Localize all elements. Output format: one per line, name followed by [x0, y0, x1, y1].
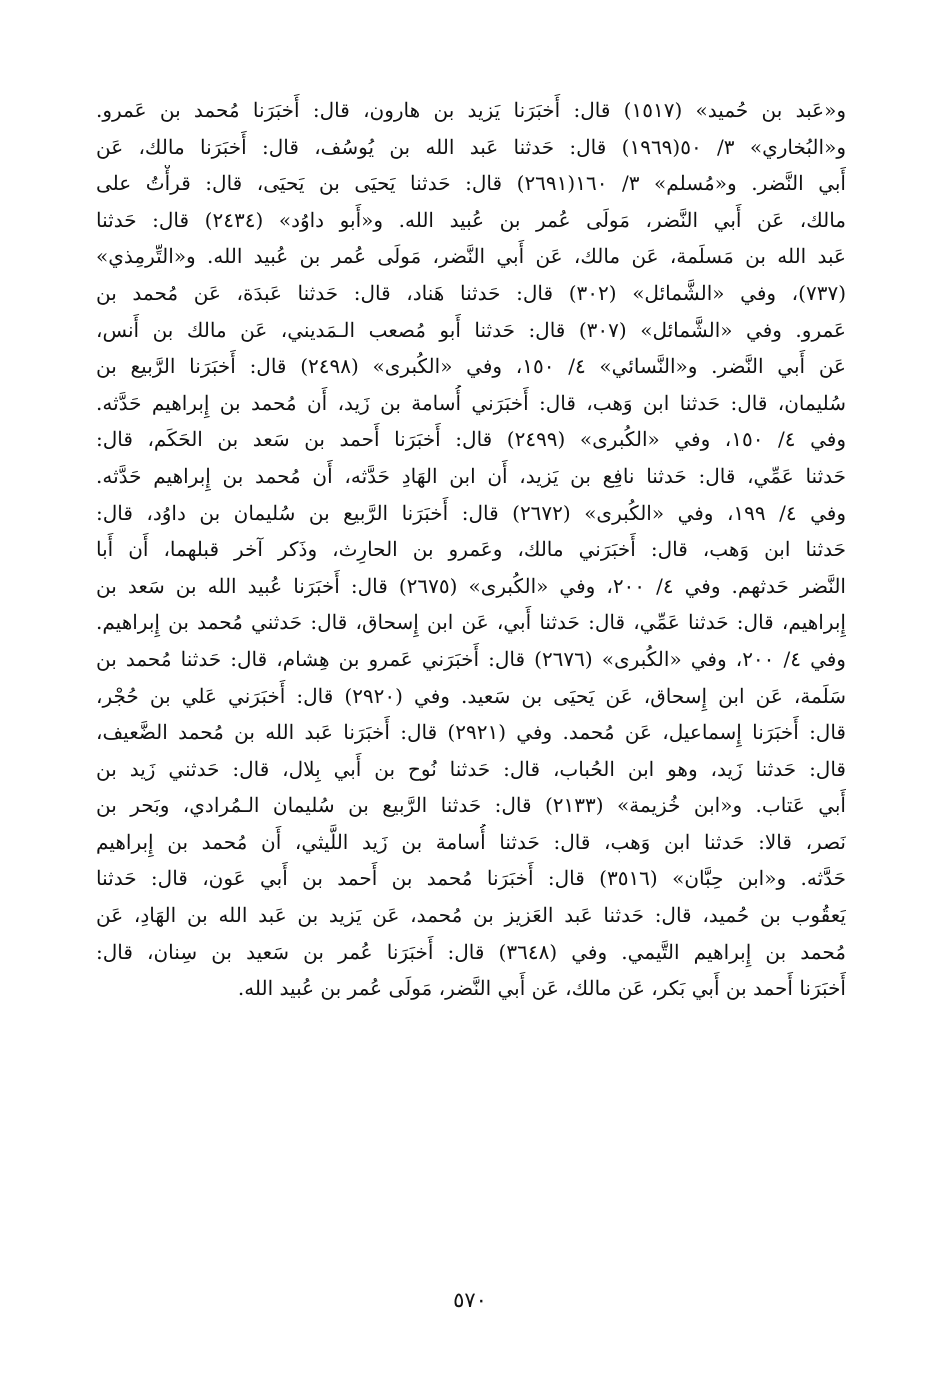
- text-line: قال: حَدثنا زَيد، وهو ابن الحُباب، قال: حَدثنا نُوح بن أَبي بِلال، قال: حَدثني زَيد بن: [96, 756, 846, 781]
- text-line: مالك، عَن أَبي النَّضر، مَولَى عُمر بن عُبيد الله. و«أَبو داوُد» (٢٤٣٤) قال: حَدثنا: [96, 207, 846, 232]
- text-line: مُحمد بن إِبراهيم التَّيمي. وفي (٣٦٤٨) قال: أَخبَرَنا عُمر بن سَعيد بن سِنان، قال:: [96, 939, 846, 964]
- text-line: سَلَمة، عَن ابن إِسحاق، عَن يَحيَى بن سَعيد. وفي (٢٩٢٠) قال: أَخبَرَني عَلي بن حُجْر،: [96, 683, 846, 708]
- text-line: عَن أَبي النَّضر. و«النَّسائي» ٤/ ١٥٠، وفي «الكُبرى» (٢٤٩٨) قال: أَخبَرَنا الرَّبيع بن: [96, 354, 846, 379]
- text-line: النَّضر حَدثهم. وفي ٤/ ٢٠٠، وفي «الكُبرى» (٢٦٧٥) قال: أَخبَرَنا عُبيد الله بن سَعد بن: [96, 573, 846, 598]
- text-line: (٧٣٧)، وفي «الشَّمائل» (٣٠٢) قال: حَدثنا هَناد، قال: حَدثنا عَبدَة، عَن مُحمد بن: [96, 280, 846, 305]
- text-line-last: أَخبَرَنا أَحمد بن أَبي بَكر، عَن مالك، عَن أَبي النَّضر، مَولَى عُمر بن عُبيد الله.: [237, 976, 846, 1001]
- text-line: أَبي النَّضر. و«مُسلم» ٣/ ١٦٠(٢٦٩١) قال: حَدثنا يَحيَى بن يَحيَى، قال: قرأْتُ على: [96, 171, 846, 196]
- text-line: إِبراهيم، قال: حَدثنا عَمِّي، قال: حَدثنا أَبي، عَن ابن إِسحاق، قال: حَدثني مُحمد بن إِبراهيم.: [96, 610, 846, 635]
- text-line: و«البُخاري» ٣/ ٥٠(١٩٦٩) قال: حَدثنا عَبد الله بن يُوسُف، قال: أَخبَرَنا مالك، عَن: [96, 134, 846, 159]
- text-line: و«عَبد بن حُميد» (١٥١٧) قال: أَخبَرَنا يَزيد بن هارون، قال: أَخبَرَنا مُحمد بن عَمرو.: [96, 98, 846, 122]
- text-line: نَصر، قالا: حَدثنا ابن وَهب، قال: حَدثنا أُسامة بن زَيد اللَّيثي، أَن مُحمد بن إِبراهيم: [96, 829, 846, 854]
- text-line: يَعقُوب بن حُميد، قال: حَدثنا عَبد العَزيز بن مُحمد، عَن يَزيد بن عَبد الله بن الهَادِ، عَن: [96, 903, 846, 928]
- text-line: وفي ٤/ ١٥٠، وفي «الكُبرى» (٢٤٩٩) قال: أَخبَرَنا أَحمد بن سَعد بن الحَكَم، قال:: [96, 427, 846, 452]
- text-line: حَدثنا عَمِّي، قال: حَدثنا نافِع بن يَزيد، أَن ابن الهَادِ حَدَّثه، أَن مُحمد بن إِبراهيم حَدَّثه.: [96, 463, 846, 488]
- text-line: وفي ٤/ ٢٠٠، وفي «الكُبرى» (٢٦٧٦) قال: أَخبَرَني عَمرو بن هِشام، قال: حَدثنا مُحمد بن: [96, 646, 846, 671]
- page-number: ٥٧٠: [453, 1288, 487, 1312]
- text-line: حَدَّثه. و«ابن حِبَّان» (٣٥١٦) قال: أَخبَرَنا مُحمد بن أَحمد بن أَبي عَون، قال: حَدثنا: [96, 866, 846, 891]
- text-line: عَبد الله بن مَسلَمة، عَن مالك، عَن أَبي النَّضر، مَولَى عُمر بن عُبيد الله. و«التِّرمِذي»: [96, 244, 846, 269]
- text-line: حَدثنا ابن وَهب، قال: أَخبَرَني مالك، وعَمرو بن الحارِث، وذَكر آخر قبلهما، أَن أَبا: [96, 537, 846, 562]
- hadith-text-block: [96, 92, 846, 1007]
- text-line: عَمرو. وفي «الشَّمائل» (٣٠٧) قال: حَدثنا أَبو مُصعب الـمَديني، عَن مالك بن أَنس،: [96, 317, 846, 342]
- text-line: سُليمان، قال: حَدثنا ابن وَهب، قال: أَخبَرَني أُسامة بن زَيد، أَن مُحمد بن إِبراهيم حَدَّثه.: [96, 390, 846, 415]
- text-line: أَبي عَتاب. و«ابن خُزيمة» (٢١٣٣) قال: حَدثنا الرَّبيع بن سُليمان الـمُرادي، وبَحر بن: [96, 793, 846, 818]
- text-line: قال: أَخبَرَنا إِسماعيل، عَن مُحمد. وفي (٢٩٢١) قال: أَخبَرَنا عَبد الله بن مُحمد الضَّعيف،: [96, 720, 846, 745]
- text-line: وفي ٤/ ١٩٩، وفي «الكُبرى» (٢٦٧٢) قال: أَخبَرَنا الرَّبيع بن سُليمان بن داوُد، قال:: [96, 500, 846, 525]
